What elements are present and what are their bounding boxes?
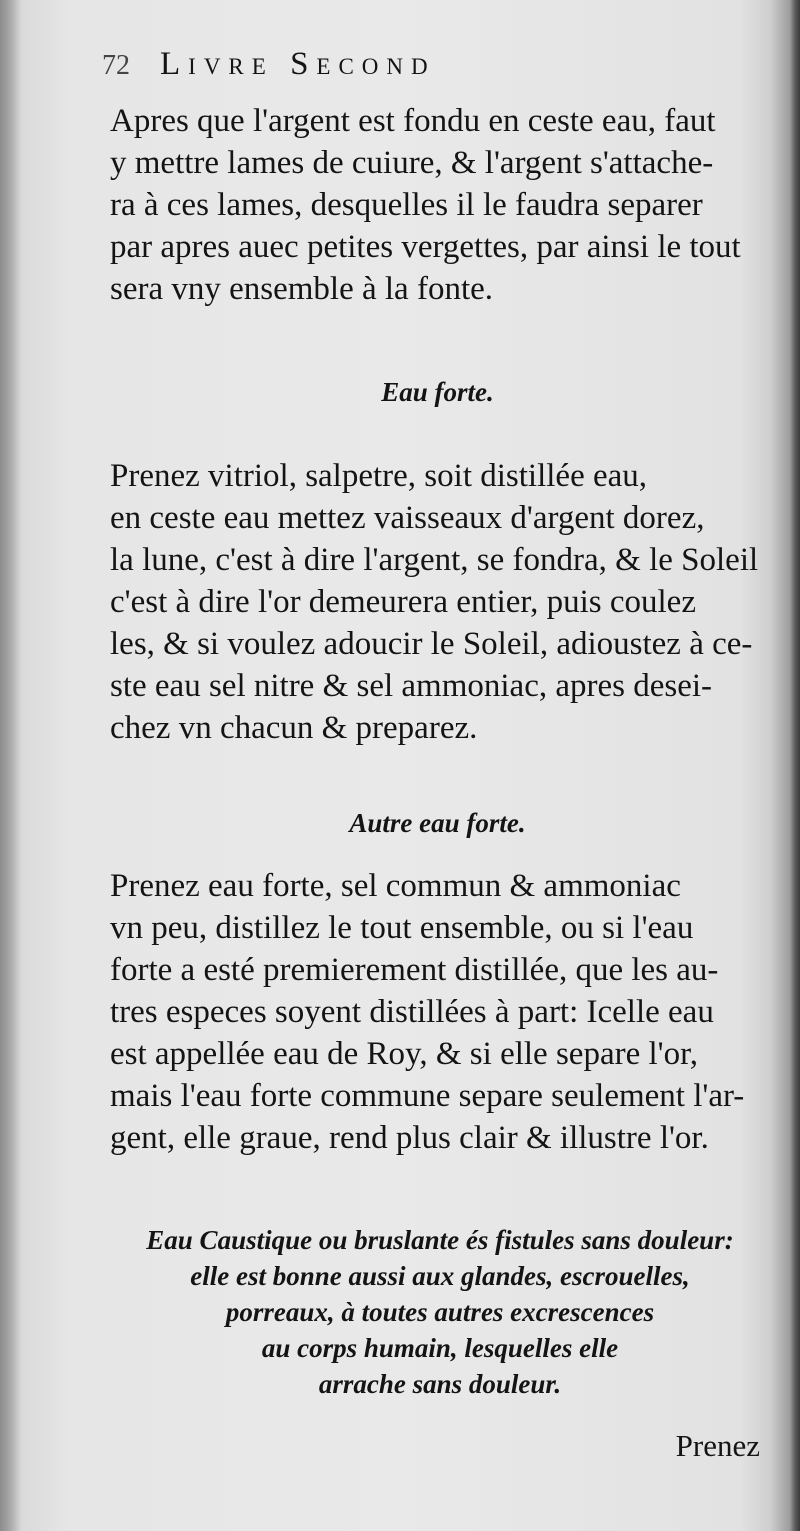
text-line: la lune, c'est à dire l'argent, se fondra, & le Soleil [110,542,759,578]
text-line: vn peu, distillez le tout ensemble, ou si l'eau [110,910,694,946]
text-line: tres especes soyent distillées à part: Icelle eau [110,994,714,1030]
page-number: 72 [102,50,130,81]
text-line: gent, elle graue, rend plus clair & illustre l'or. [110,1120,709,1156]
running-head: Livre Second [160,46,436,82]
heading-autre-eau-forte: Autre eau forte. [349,808,526,838]
text-line: Prenez eau forte, sel commun & ammoniac [110,868,681,904]
paragraph-3 [110,865,765,1159]
heading-eau-forte: Eau forte. [381,377,494,407]
paragraph-1 [110,100,765,310]
note-line: Eau Caustique ou bruslante és fistules sans douleur: [146,1225,734,1255]
text-line: en ceste eau mettez vaisseaux d'argent dorez, [110,500,705,536]
text-line: Apres que l'argent est fondu en ceste eau, faut [110,103,716,139]
text-line: y mettre lames de cuiure, & l'argent s'attache- [110,145,714,181]
text-line: chez vn chacun & preparez. [110,710,478,746]
text-line: forte a esté premierement distillée, que les au- [110,952,719,988]
text-line: ra à ces lames, desquelles il le faudra separer [110,187,703,223]
note-line: arrache sans douleur. [318,1369,562,1399]
spine-shadow [0,0,22,1531]
text-line: Prenez vitriol, salpetre, soit distillée eau, [110,458,648,494]
note-line: porreaux, à toutes autres excrescences [225,1297,655,1327]
note-line: elle est bonne aussi aux glandes, escrouelles, [190,1261,690,1291]
text-line: est appellée eau de Roy, & si elle separe l'or, [110,1036,699,1072]
note-line: au corps humain, lesquelles elle [261,1333,619,1363]
text-line: c'est à dire l'or demeurera entier, puis coulez [110,584,696,620]
text-line: mais l'eau forte commune separe seulement l'ar- [110,1078,745,1114]
text-line: par apres auec petites vergettes, par ainsi le tout [110,229,741,265]
text-line: sera vny ensemble à la fonte. [110,271,494,307]
paragraph-2 [110,455,765,749]
note-eau-caustique [115,1222,765,1402]
text-line: ste eau sel nitre & sel ammoniac, apres desei- [110,668,713,704]
catchword: Prenez [675,1428,760,1463]
text-line: les, & si voulez adoucir le Soleil, adioustez à ce- [110,626,753,662]
